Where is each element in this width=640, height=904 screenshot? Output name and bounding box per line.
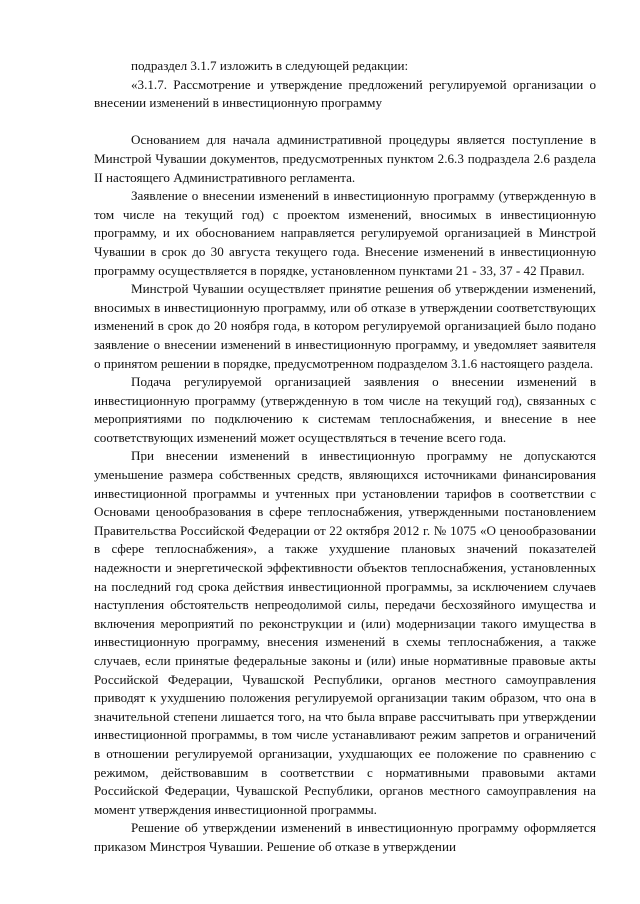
paragraph-application: Заявление о внесении изменений в инвестиционную программу (утвержденную в том числе на текущий год) с проектом изменений, вносимых в инвестиционную программу, и их обоснованием направляется регулируемой организацией в Минстрой Чувашии в срок до 30 августа текущего года. Внесение изменений в инвестиционную программу осуществляется в порядке, установленном пунктами 21 - 33, 37 - 42 Правил. — [94, 188, 596, 278]
paragraph-restrictions: При внесении изменений в инвестиционную программу не допускаются уменьшение размера собственных средств, являющихся источниками финансирования инвестиционной программы и учтенных при установлении тарифов в соответствии с Основами ценообразования в сфере теплоснабжения, утвержденными постановлением Правительства Российской Федерации от 22 октября 2012 г. № 1075 «О ценообразовании в сфере теплоснабжения», а также ухудшение плановых значений показателей надежности и энергетической эффективности объектов теплоснабжения, установленных на последний год срока действия инвестиционной программы, за исключением случаев наступления обстоятельств непреодолимой силы, передачи бесхозяйного имущества и включения мероприятий по реконструкции и (или) модернизации такого имущества в инвестиционную программу, внесения изменений в схемы теплоснабжения, а также случаев, если принятые федеральные законы и (или) иные нормативные правовые акты Российской Федерации, Чувашской Республики, органов местного самоуправления приводят к ухудшению положения регулируемой организации таким образом, что она в значительной степени лишается того, на что была вправе рассчитывать при утверждении инвестиционной программы, в том числе устанавливают режим запретов и ограничений в отношении регулируемой организации, ухудшающих ее положение по сравнению с режимом, действовавшим в соответствии с нормативными правовыми актами Российской Федерации, Чувашской Республики, органов местного самоуправления на момент утверждения инвестиционной программы. — [94, 448, 596, 817]
paragraph-connection: Подача регулируемой организацией заявления о внесении изменений в инвестиционную программу (утвержденную в том числе на текущий год), связанных с мероприятиями по подключению к системам теплоснабжения, и внесение в нее соответствующих изменений может осуществляться в течение всего года. — [94, 374, 596, 445]
intro-line: подраздел 3.1.7 изложить в следующей редакции: — [131, 58, 409, 73]
paragraph-decision: Минстрой Чувашии осуществляет принятие решения об утверждении изменений, вносимых в инвестиционную программу, или об отказе в утверждении соответствующих изменений в срок до 20 ноября года, в котором регулируемой организацией было подано заявление о внесении изменений в инвестиционную программу, и уведомляет заявителя о принятом решении в порядке, предусмотренном подразделом 3.1.6 настоящего раздела. — [94, 281, 596, 371]
paragraph-order: Решение об утверждении изменений в инвестиционную программу оформляется приказом Минстроя Чувашии. Решение об отказе в утверждении — [94, 820, 596, 854]
document-page — [94, 57, 596, 857]
section-heading: «3.1.7. Рассмотрение и утверждение предложений регулируемой организации о внесении изменений в инвестиционную программу — [94, 76, 596, 111]
paragraph-basis: Основанием для начала административной процедуры является поступление в Минстрой Чувашии документов, предусмотренных пунктом 2.6.3 подраздела 2.6 раздела II настоящего Административного регламента. — [94, 132, 596, 185]
